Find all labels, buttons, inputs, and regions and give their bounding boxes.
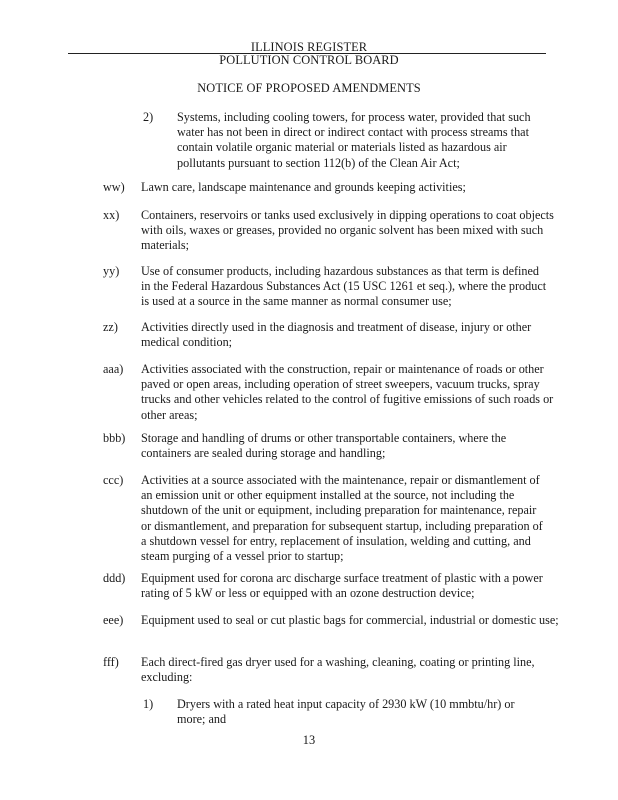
notice-title: NOTICE OF PROPOSED AMENDMENTS [197,81,421,95]
item-text: Lawn care, landscape maintenance and grounds keeping activities; [141,180,466,194]
item-text: Each direct-fired gas dryer used for a washing, cleaning, coating or printing line, excluding: [141,655,535,685]
item-label: 2) [143,110,154,124]
board-name: POLLUTION CONTROL BOARD [219,53,399,67]
page-number: 13 [302,733,316,747]
item-text: Containers, reservoirs or tanks used exclusively in dipping operations to coat objects with oils, waxes or greases, provided no organic solvent has been mixed with such materials; [141,208,554,253]
item-label: yy) [103,264,120,278]
item-label: ccc) [103,473,124,487]
item-label: ww) [103,180,125,194]
item-label: ddd) [103,571,126,585]
item-text: Activities directly used in the diagnosis and treatment of disease, injury or other medical condition; [141,320,532,350]
item-label: aaa) [103,362,124,376]
item-text: Equipment used to seal or cut plastic bags for commercial, industrial or domestic use; [141,613,559,627]
item-label: zz) [103,320,118,334]
item-text: Activities associated with the construction, repair or maintenance of roads or other paved or open areas, including operation of street sweepers, vacuum trucks, spray trucks and other vehicles related to the control of fugitive emissions of such roads or other areas; [141,362,554,422]
item-text: Systems, including cooling towers, for process water, provided that such water has not been in direct or indirect contact with process streams that contain volatile organic material or materials listed as hazardous air pollutants pursuant to section 112(b) of the Clean Air Act; [177,110,531,170]
item-text: Storage and handling of drums or other transportable containers, where the containers are sealed during storage and handling; [141,431,507,461]
register-title: ILLINOIS REGISTER [250,40,368,54]
item-label: xx) [103,208,120,222]
item-text: Activities at a source associated with the maintenance, repair or dismantlement of an emission unit or other equipment installed at the source, not including the shutdown of the unit or equipment, including preparation for maintenance, repair or dismantlement, and preparation for subsequent startup, including preparation of a shutdown vessel for entry, replacement of insulation, welding and cutting, and steam purging of a vessel prior to startup; [141,473,543,564]
item-text: Use of consumer products, including hazardous substances as that term is defined in the Federal Hazardous Substances Act (15 USC 1261 et seq.), where the product is used at a source in the same manner as normal consumer use; [141,264,547,309]
item-label: bbb) [103,431,126,445]
item-text: Equipment used for corona arc discharge surface treatment of plastic with a power rating of 5 kW or less or equipped with an ozone destruction device; [141,571,543,601]
item-label: fff) [103,655,119,669]
header-rule [68,53,546,54]
item-label: eee) [103,613,124,627]
item-text: Dryers with a rated heat input capacity of 2930 kW (10 mmbtu/hr) or more; and [177,697,515,727]
item-label: 1) [143,697,154,711]
